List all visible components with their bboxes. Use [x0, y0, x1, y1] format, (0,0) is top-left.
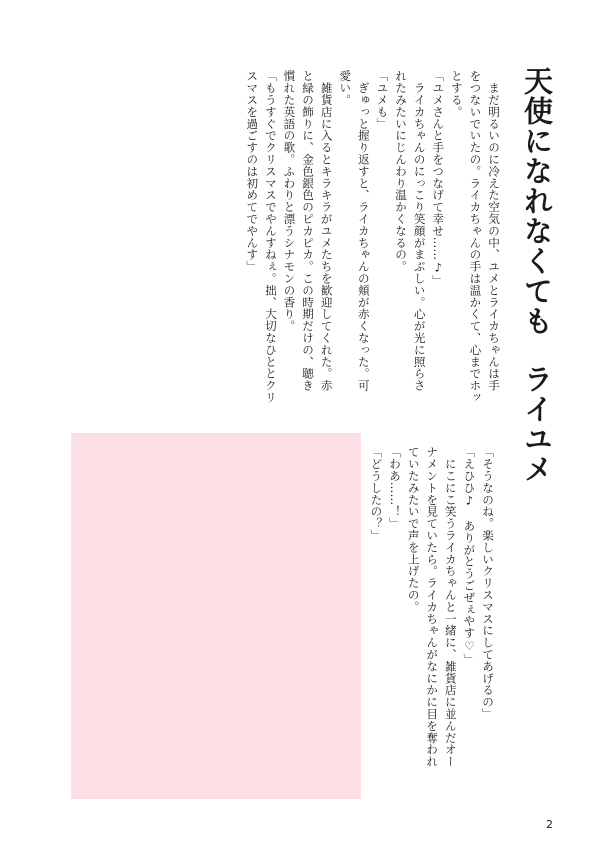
title-main: 天使になれなくても [520, 66, 554, 336]
text-line: をつないでいたの。ライカちゃんの手は温かくて、心までホッ [468, 70, 483, 404]
text-line: 「どうしたの？」 [369, 446, 384, 542]
text-line: 「もうすぐでクリスマスでやんすねぇ。拙、大切なひととクリ [263, 70, 278, 404]
text-line: と緑の飾りに、金色銀色のピカピカ。この時期だけの、聴き [301, 70, 316, 392]
text-line: ナメントを見ていたら。ライカちゃんがなにかに目を奪われ [425, 446, 440, 768]
text-line: 愛い。 [338, 70, 353, 106]
text-line: とする。 [449, 70, 464, 118]
text-line: 雑貨店に入るとキラキラがユメたちを歓迎してくれた。赤 [319, 70, 334, 392]
title-author: ライユメ [520, 364, 554, 484]
upper-text-column [243, 70, 503, 420]
story-title [516, 66, 558, 484]
text-line: 「そうなのね。楽しいクリスマスにしてあげるの」 [481, 446, 495, 720]
text-line: ぎゅっと握り返すと、ライカちゃんの頬が赤くなった。可 [356, 70, 371, 392]
text-line: 慣れた英語の歌。ふわりと漂うシナモンの香り。 [282, 70, 297, 332]
text-line: 「わあ……！」 [388, 446, 403, 530]
text-line: 「えひひ♪ ありがとうごぜぇやす♡」 [462, 446, 477, 665]
text-line: れたみたいにじんわり温かくなるの。 [394, 70, 409, 273]
text-line: 「ユメさんと手をつなげて幸せ……♪」 [431, 70, 446, 287]
lower-text-column [367, 446, 497, 786]
text-line: 「ユメも」 [375, 70, 390, 130]
text-line: スマスを過ごすのは初めてでやんす」 [245, 70, 260, 273]
illustration-placeholder [71, 433, 361, 799]
page-number: 2 [546, 818, 553, 831]
text-line: にこにこ笑うライカちゃんと一緒に、雑貨店に並んだオー [443, 446, 458, 768]
text-line: ていたみたいで声を上げたの。 [406, 446, 421, 613]
text-line: まだ明るいのに冷えた空気の中、ユメとライカちゃんは手 [487, 70, 501, 392]
text-line: ライカちゃんのにっこり笑顔がまぶしい。心が光に照らさ [412, 70, 427, 392]
